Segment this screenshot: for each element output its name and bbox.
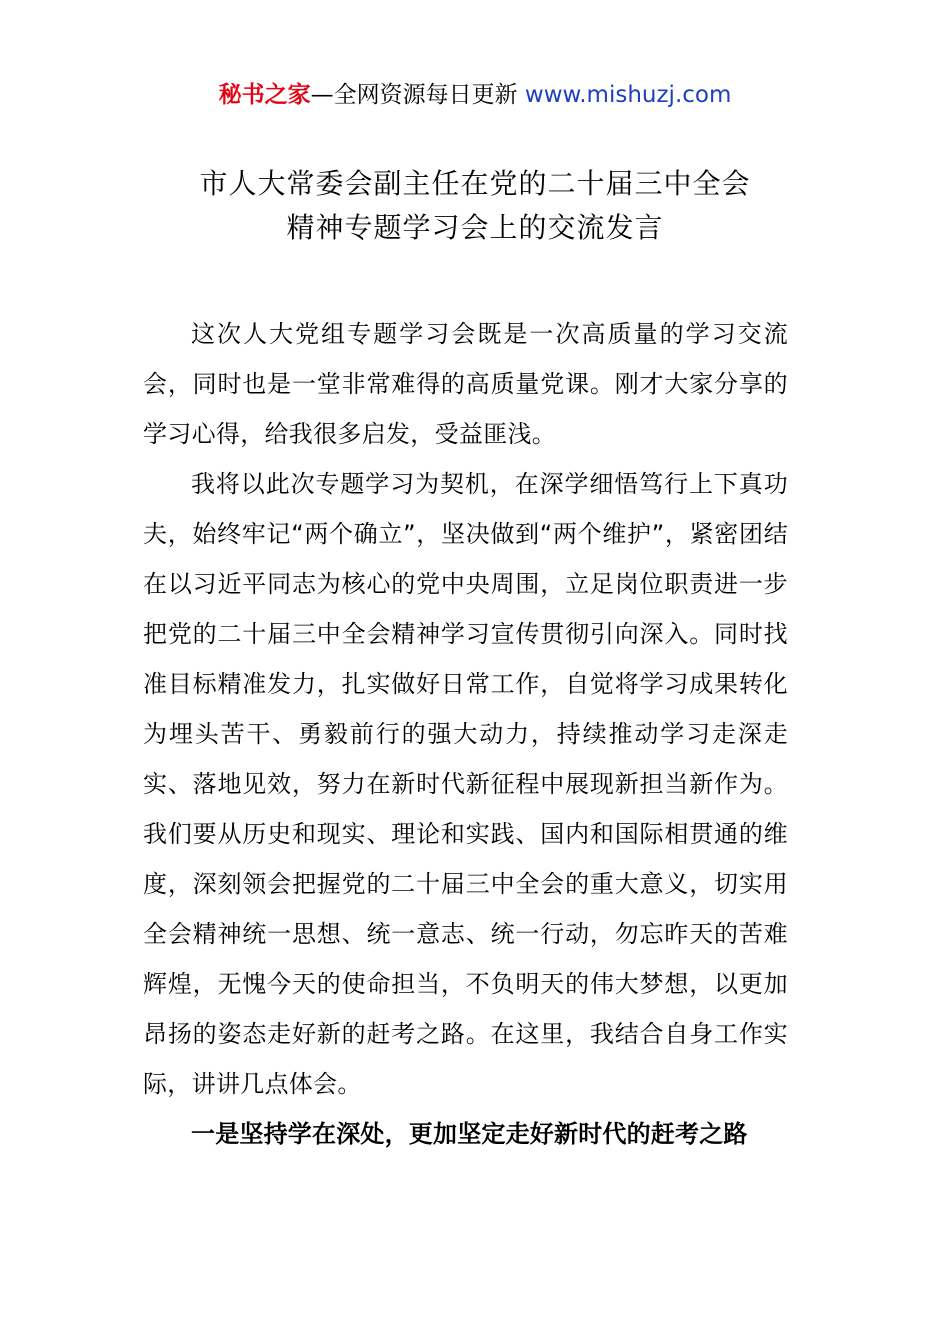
document-title-line-1: 市人大常委会副主任在党的二十届三中全会 — [199, 167, 751, 200]
site-url-link[interactable]: www.mishuzj.com — [524, 82, 732, 108]
site-header — [0, 80, 950, 110]
site-tagline: —全网资源每日更新 — [310, 82, 525, 108]
body-paragraph-1: 这次人大党组专题学习会既是一次高质量的学习交流会，同时也是一堂非常难得的高质量党课。刚才大家分享的学习心得，给我很多启发，受益匪浅。 — [143, 320, 788, 448]
document-body — [143, 309, 788, 1159]
document-title-line-2: 精神专题学习会上的交流发言 — [286, 211, 664, 244]
section-heading: 一是坚持学在深处，更加坚定走好新时代的赶考之路 — [191, 1120, 748, 1148]
body-paragraph-2: 我将以此次专题学习为契机，在深学细悟笃行上下真功夫，始终牢记“两个确立”，坚决做到“两个维护”，紧密团结在以习近平同志为核心的党中央周围，立足岗位职责进一步把党的二十届三中全会精神学习宣传贯彻引向深入。同时找准目标精准发力，扎实做好日常工作，自觉将学习成果转化为埋头苦干、勇毅前行的强大动力，持续推动学习走深走实、落地见效，努力在新时代新征程中展现新担当新作为。我们要从历史和现实、理论和实践、国内和国际相贯通的维度，深刻领会把握党的二十届三中全会的重大意义，切实用全会精神统一思想、统一意志、统一行动，勿忘昨天的苦难辉煌，无愧今天的使命担当，不负明天的伟大梦想，以更加昂扬的姿态走好新的赶考之路。在这里，我结合自身工作实际，讲讲几点体会。 — [143, 470, 788, 1098]
document-title — [0, 162, 950, 250]
site-name: 秘书之家 — [218, 82, 311, 108]
